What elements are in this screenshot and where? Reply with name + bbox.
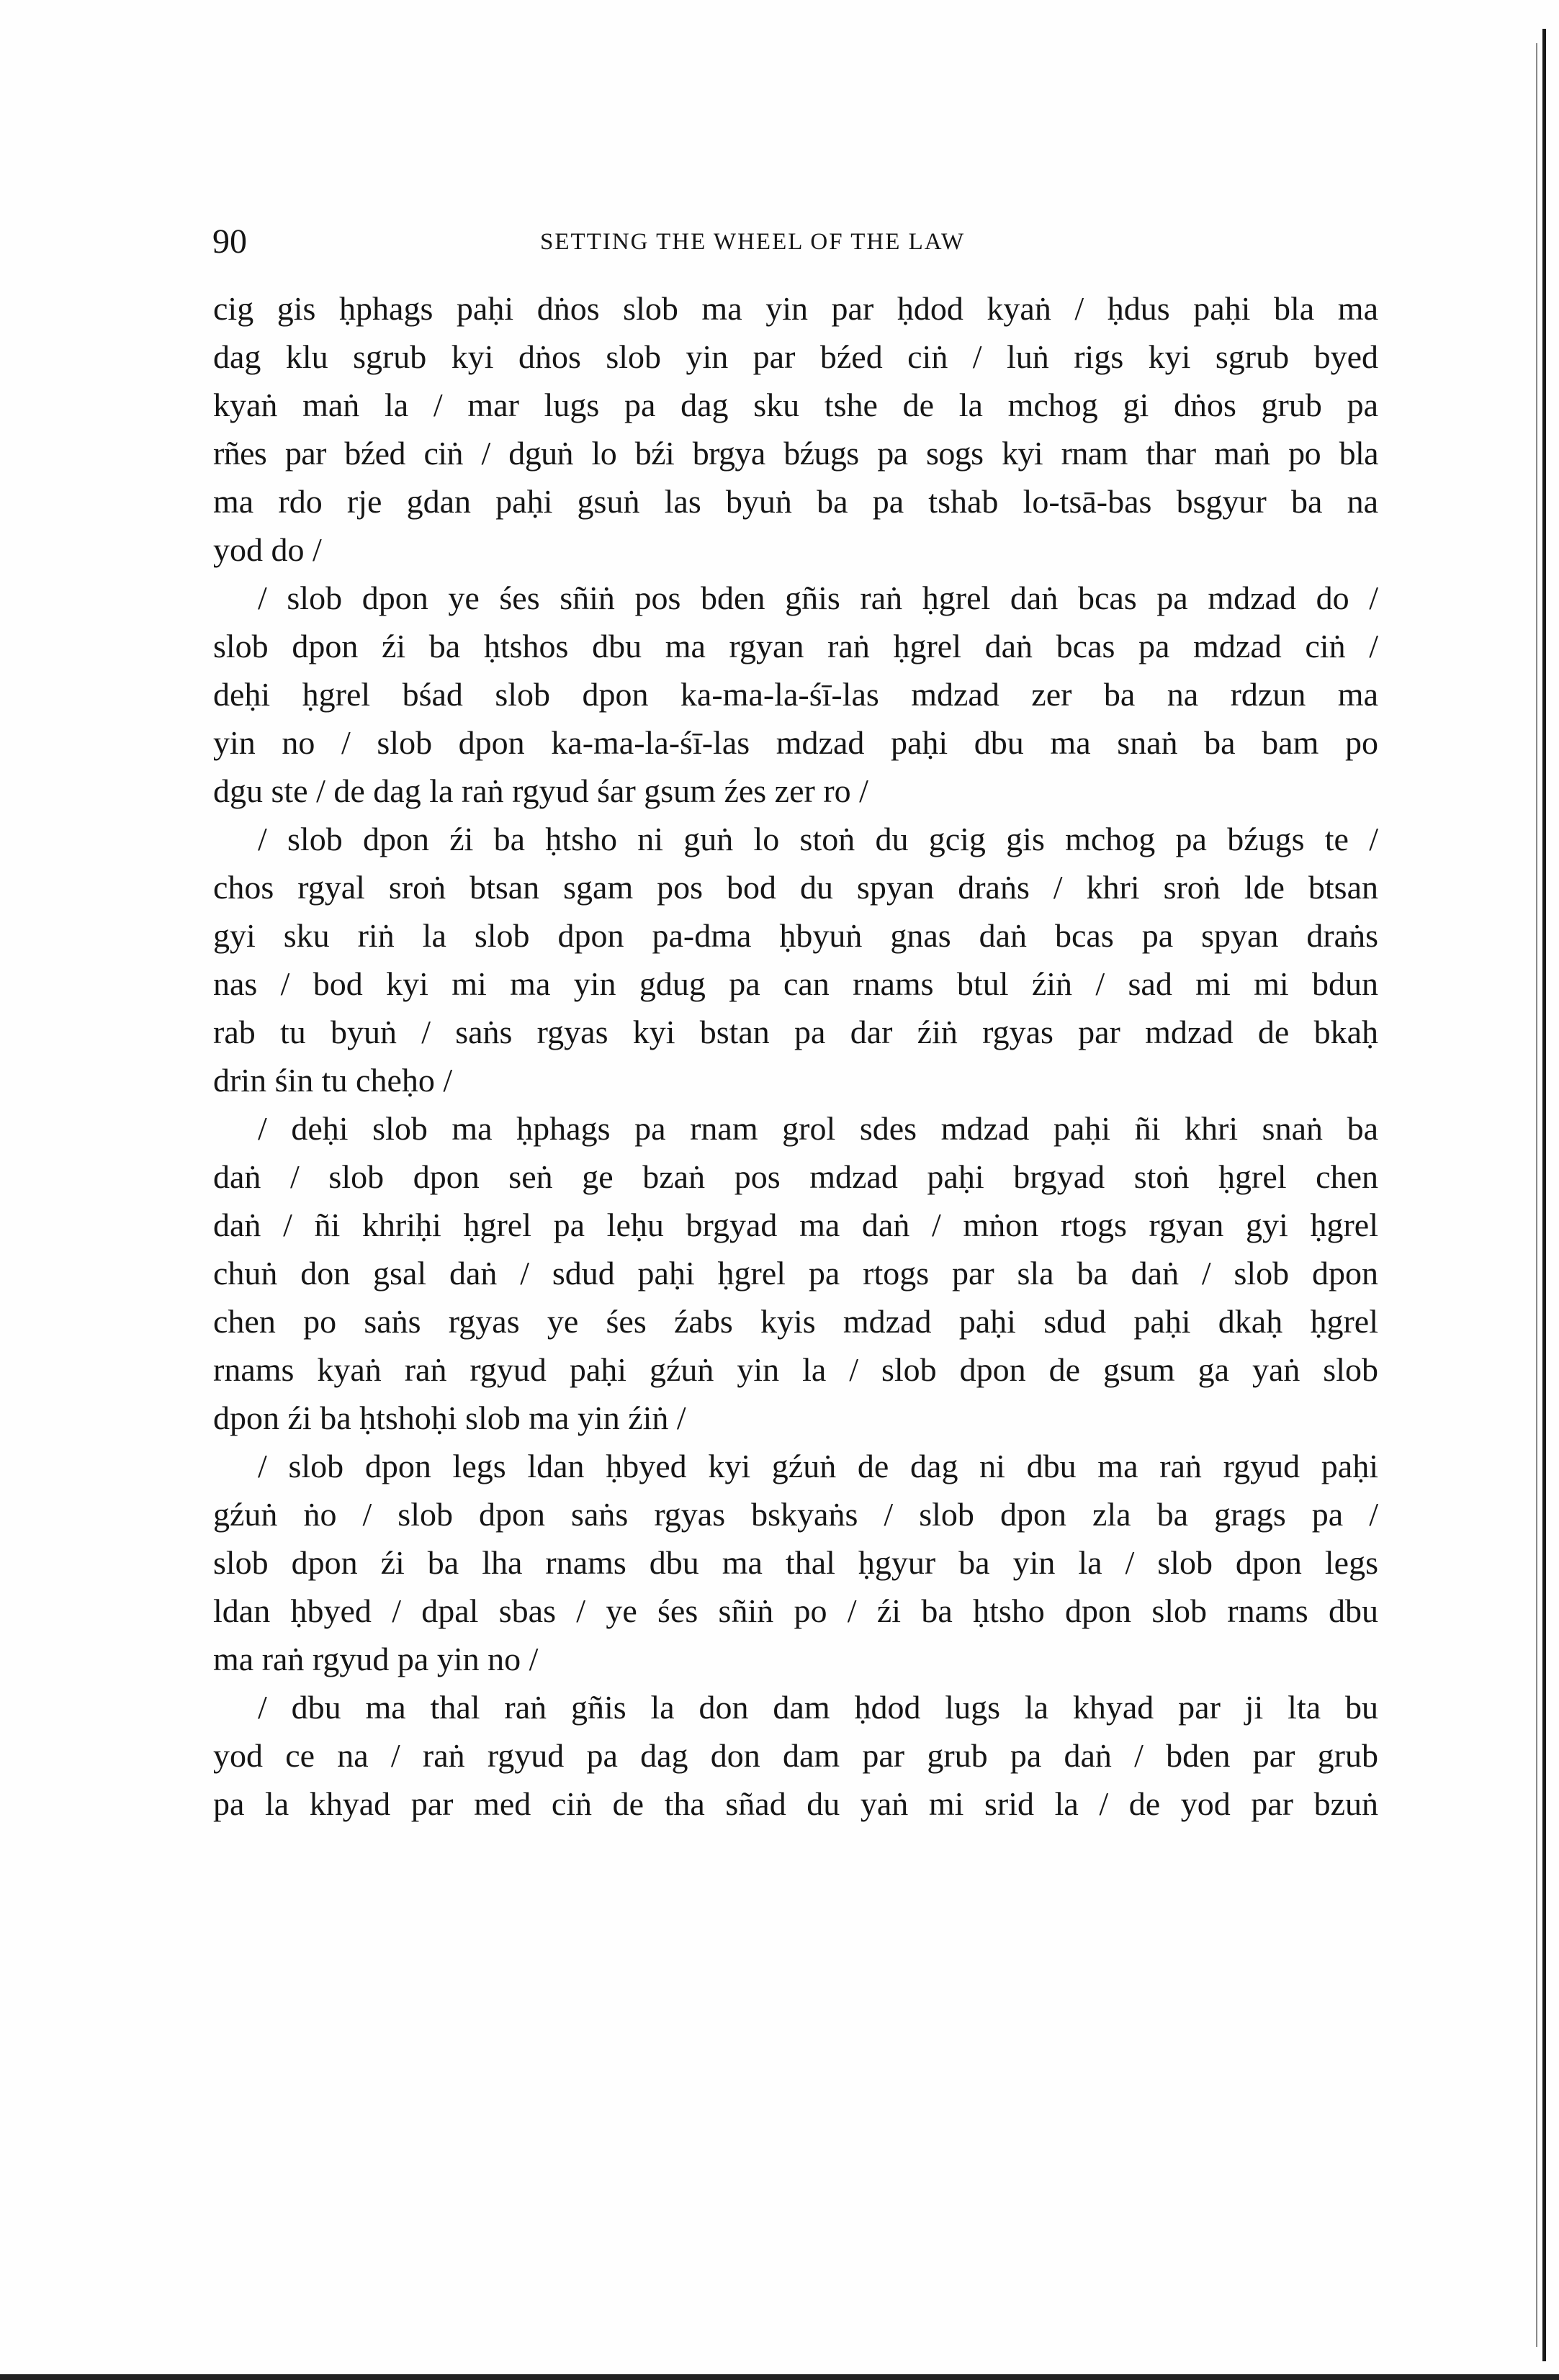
text-line: ma raṅ rgyud pa yin no /	[213, 1641, 539, 1677]
text-line: chos rgyal sroṅ btsan sgam pos bod du spyan draṅs / khri sroṅ lde btsan	[213, 869, 1378, 906]
page-edge-shadow	[1536, 43, 1537, 2347]
text-line: yod do /	[213, 531, 322, 568]
text-line: / slob dpon legs ldan ḥbyed kyi gźuṅ de dag ni dbu ma raṅ rgyud paḥi	[258, 1448, 1378, 1484]
text-line: daṅ / ñi khriḥi ḥgrel pa leḥu brgyad ma daṅ / mṅon rtogs rgyan gyi ḥgrel	[213, 1207, 1378, 1243]
text-line: gyi sku riṅ la slob dpon pa-dma ḥbyuṅ gnas daṅ bcas pa spyan draṅs	[213, 917, 1378, 954]
text-line: drin śin tu cheḥo /	[213, 1062, 453, 1099]
text-line: rab tu byuṅ / saṅs rgyas kyi bstan pa dar źiṅ rgyas par mdzad de bkaḥ	[213, 1014, 1378, 1050]
text-line: / slob dpon ye śes sñiṅ pos bden gñis raṅ ḥgrel daṅ bcas pa mdzad do /	[258, 580, 1378, 616]
text-line: dag klu sgrub kyi dṅos slob yin par bźed ciṅ / luṅ rigs kyi sgrub byed	[213, 338, 1378, 375]
text-line: slob dpon źi ba ḥtshos dbu ma rgyan raṅ ḥgrel daṅ bcas pa mdzad ciṅ /	[213, 628, 1378, 664]
text-line: / deḥi slob ma ḥphags pa rnam grol sdes mdzad paḥi ñi khri snaṅ ba	[258, 1110, 1378, 1147]
page-number: 90	[212, 222, 247, 261]
text-line: yin no / slob dpon ka-ma-la-śī-las mdzad paḥi dbu ma snaṅ ba bam po	[213, 724, 1378, 761]
text-line: yod ce na / raṅ rgyud pa dag don dam par grub pa daṅ / bden par grub	[213, 1737, 1378, 1774]
text-line: ma rdo rje gdan paḥi gsuṅ las byuṅ ba pa tshab lo-tsā-bas bsgyur ba na	[213, 483, 1378, 520]
page-edge-rule	[1542, 29, 1546, 2361]
text-line: deḥi ḥgrel bśad slob dpon ka-ma-la-śī-las mdzad zer ba na rdzun ma	[213, 676, 1378, 713]
text-line: kyaṅ maṅ la / mar lugs pa dag sku tshe de la mchog gi dṅos grub pa	[213, 387, 1378, 423]
text-line: ldan ḥbyed / dpal sbas / ye śes sñiṅ po / źi ba ḥtsho dpon slob rnams dbu	[213, 1592, 1378, 1629]
text-line: slob dpon źi ba lha rnams dbu ma thal ḥgyur ba yin la / slob dpon legs	[213, 1544, 1378, 1581]
text-line: cig gis ḥphags paḥi dṅos slob ma yin par ḥdod kyaṅ / ḥdus paḥi bla ma	[213, 290, 1378, 327]
text-line: chuṅ don gsal daṅ / sdud paḥi ḥgrel pa rtogs par sla ba daṅ / slob dpon	[213, 1255, 1378, 1292]
text-line: rñes par bźed ciṅ / dguṅ lo bźi brgya bźugs pa sogs kyi rnam thar maṅ po bla	[213, 435, 1378, 472]
scan-bottom-edge	[0, 2374, 1559, 2380]
running-head: SETTING THE WHEEL OF THE LAW	[540, 229, 966, 255]
body-text	[213, 284, 1378, 1828]
text-line: pa la khyad par med ciṅ de tha sñad du yaṅ mi srid la / de yod par bzuṅ	[213, 1785, 1378, 1822]
text-line: dgu ste / de dag la raṅ rgyud śar gsum źes zer ro /	[213, 772, 868, 809]
text-line: dpon źi ba ḥtshoḥi slob ma yin źiṅ /	[213, 1399, 686, 1436]
text-line: / dbu ma thal raṅ gñis la don dam ḥdod lugs la khyad par ji lta bu	[258, 1689, 1378, 1726]
page-header	[212, 216, 1379, 268]
text-line: rnams kyaṅ raṅ rgyud paḥi gźuṅ yin la / slob dpon de gsum ga yaṅ slob	[213, 1351, 1378, 1388]
text-line: gźuṅ ṅo / slob dpon saṅs rgyas bskyaṅs / slob dpon zla ba grags pa /	[213, 1496, 1378, 1533]
text-line: nas / bod kyi mi ma yin gdug pa can rnams btul źiṅ / sad mi mi bdun	[213, 965, 1378, 1002]
text-line: / slob dpon źi ba ḥtsho ni guṅ lo stoṅ du gcig gis mchog pa bźugs te /	[258, 821, 1378, 857]
text-line: chen po saṅs rgyas ye śes źabs kyis mdzad paḥi sdud paḥi dkaḥ ḥgrel	[213, 1303, 1378, 1340]
text-line: daṅ / slob dpon seṅ ge bzaṅ pos mdzad paḥi brgyad stoṅ ḥgrel chen	[213, 1158, 1378, 1195]
